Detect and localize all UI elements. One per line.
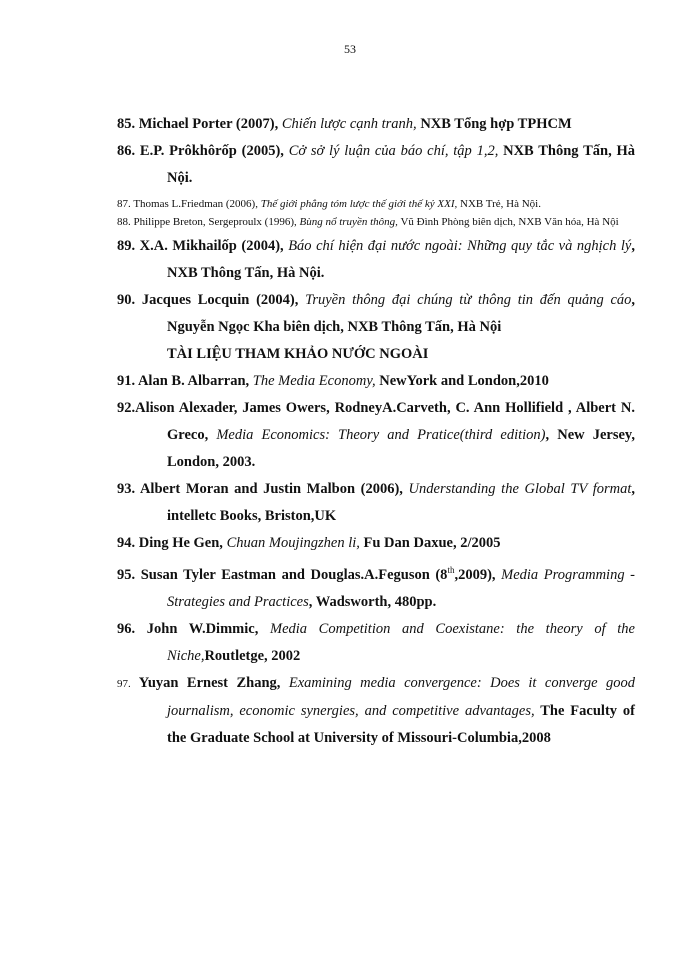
reference-number: 87. — [117, 198, 131, 210]
reference-title: Media Economics: Theory and Pratice(third edition) — [216, 427, 546, 443]
reference-author: Jacques Locquin (2004), — [141, 292, 306, 308]
reference-title: Chiến lược cạnh tranh, — [281, 116, 417, 132]
reference-author: Yuyan Ernest Zhang, — [138, 674, 289, 691]
reference-number: 97. — [117, 677, 131, 690]
reference-publisher: NXB Tổng hợp TPHCM — [416, 116, 572, 132]
reference-publisher: , intelletc Books, Briston,UK — [167, 481, 635, 524]
reference-publisher: NewYork and London,2010 — [375, 373, 549, 389]
reference-number: 96. — [117, 620, 136, 637]
reference-title: Media Competition and Coexistane: the theory of the Niche, — [167, 620, 635, 664]
reference-author: Alison Alexader, James Owers, RodneyA.Carveth, C. Ann Hollifield , Albert N. Greco, — [135, 400, 635, 443]
reference-title: Thế giới phẳng tóm lược thế giới thế kỷ XXI, — [260, 198, 458, 210]
reference-item — [117, 395, 635, 476]
reference-title: Examining media convergence: Does it converge good journalism, economic synergies, and competitive advantages, — [167, 674, 635, 719]
page-number: 53 — [344, 42, 356, 56]
reference-number: 95. — [117, 566, 136, 583]
reference-number: 92. — [117, 400, 136, 416]
reference-author: Albert Moran and Justin Malbon (2006), — [139, 481, 409, 497]
reference-publisher: Fu Dan Daxue, 2/2005 — [359, 535, 501, 551]
reference-author: Michael Porter (2007), — [138, 116, 282, 132]
reference-list — [117, 111, 635, 752]
reference-publisher: The Faculty of the Graduate School at University of Missouri-Columbia,2008 — [167, 702, 636, 746]
reference-publisher: , New Jersey, London, 2003. — [167, 427, 636, 470]
reference-number: 86. — [117, 143, 136, 159]
reference-superscript: th — [447, 565, 455, 575]
reference-item — [117, 213, 635, 231]
reference-item — [117, 670, 635, 752]
reference-publisher: NXB Thông Tấn, Hà Nội. — [167, 143, 636, 186]
reference-item — [117, 195, 635, 213]
reference-item — [117, 138, 635, 192]
reference-title: Understanding the Global TV format — [408, 481, 632, 497]
reference-item — [117, 616, 635, 670]
reference-publisher: Routletge, 2002 — [204, 647, 301, 664]
reference-number: 85. — [117, 116, 136, 132]
reference-publisher: , NXB Thông Tấn, Hà Nội. — [167, 238, 635, 281]
reference-item — [117, 111, 635, 138]
reference-title: The Media Economy, — [252, 373, 376, 389]
reference-title: Chuan Moujingzhen li, — [226, 535, 360, 551]
reference-number: 91. — [117, 373, 136, 389]
reference-title: Bùng nổ truyền thông, — [299, 216, 398, 228]
section-heading: TÀI LIỆU THAM KHẢO NƯỚC NGOÀI — [167, 346, 429, 362]
reference-author: Philippe Breton, Sergeproulx (1996), — [133, 216, 300, 228]
reference-author: E.P. Prôkhôrốp (2005), — [139, 143, 289, 159]
reference-item — [117, 368, 635, 395]
reference-author: Ding He Gen, — [138, 535, 227, 551]
reference-author: X.A. Mikhailốp (2004), — [139, 238, 289, 254]
reference-item — [117, 233, 635, 287]
reference-item — [117, 476, 635, 530]
reference-publisher: NXB Trẻ, Hà Nội. — [457, 198, 541, 210]
reference-author: Susan Tyler Eastman and Douglas.A.Feguson (8 — [140, 566, 448, 583]
reference-number: 88. — [117, 216, 131, 228]
reference-title: Cở sở lý luận của báo chí, tập 1,2, — [288, 143, 499, 159]
reference-author: Alan B. Albarran, — [137, 373, 253, 389]
reference-item — [117, 557, 635, 616]
reference-title: Báo chí hiện đại nước ngoài: Những quy tắc và nghịch lý — [288, 238, 632, 254]
reference-item — [117, 287, 635, 341]
reference-author: Thomas L.Friedman (2006), — [133, 198, 261, 210]
reference-number: 93. — [117, 481, 136, 497]
reference-publisher: Vũ Đình Phòng biên dịch, NXB Văn hóa, Hà Nội — [397, 216, 619, 228]
reference-author: John W.Dimmic, — [146, 620, 270, 637]
reference-publisher: , Nguyễn Ngọc Kha biên dịch, NXB Thông Tấn, Hà Nội — [167, 292, 636, 335]
reference-year: ,2009), — [454, 566, 502, 583]
reference-number: 90. — [117, 292, 136, 308]
reference-number: 94. — [117, 535, 136, 551]
reference-publisher: , Wadsworth, 480pp. — [308, 593, 437, 610]
reference-title: Truyền thông đại chúng từ thông tin đến quảng cáo — [305, 292, 632, 308]
reference-title: Media Programming - Strategies and Practices — [167, 566, 635, 610]
reference-item — [117, 530, 635, 557]
reference-number: 89. — [117, 238, 136, 254]
